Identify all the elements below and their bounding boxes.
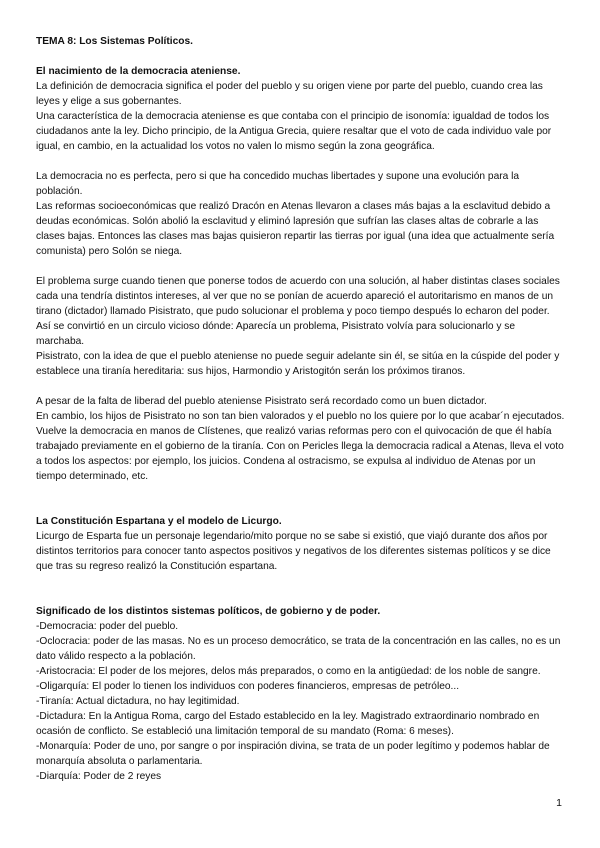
list-item: -Monarquía: Poder de uno, por sangre o por inspiración divina, se trata de un poder legítimo y podemos hablar de monarquía absoluta o parlamentaria. [36,741,550,767]
paragraph: Una característica de la democracia ateniense es que contaba con el principio de isonomía: igualdad de todos los ciudadanos ante la ley. Dicho principio, de la Antigua Grecia, quiere resaltar que el voto de cada individuo vale por igual, en cambio, en la actualidad los votos no valen lo mismo según la zona geográfica. [36,111,552,152]
document-page [36,34,566,784]
paragraph: A pesar de la falta de liberad del pueblo ateniense Pisistrato será recordado como un buen dictador. [36,396,487,407]
paragraph: En cambio, los hijos de Pisistrato no son tan bien valorados y el pueblo no los quiere por lo que acabar´n ejecutados. [36,411,565,422]
list-item: -Diarquía: Poder de 2 reyes [36,771,162,782]
document-title: TEMA 8: Los Sistemas Políticos. [36,36,194,47]
list-item: -Dictadura: En la Antigua Roma, cargo del Estado establecido en la ley. Magistrado extraordinario nombrado en ocasión de conflicto. Se estableció una limitación temporal de su mandato (Roma: 6 meses). [36,711,540,737]
paragraph: La democracia no es perfecta, pero si que ha concedido muchas libertades y supone una evolución para la población. [36,171,520,197]
list-item: -Oclocracia: poder de las masas. No es un proceso democrático, se trata de la concentración en las calles, no es un dato válido respecto a la población. [36,636,561,662]
list-item: -Oligarquía: El poder lo tienen los individuos con poderes financieros, empresas de petróleo... [36,681,460,692]
paragraph: Licurgo de Esparta fue un personaje legendario/mito porque no se sabe si existió, que viajó durante dos años por distintos territorios para conocer tanto aspectos positivos y negativos de los diferentes sistemas políticos y se dice que tras su regreso realizó la Constitución espartana. [36,531,551,572]
paragraph: Las reformas socioeconómicas que realizó Dracón en Atenas llevaron a clases más bajas a la esclavitud debido a deudas económicas. Solón abolió la esclavitud y eliminó lapresión que sufrían las clases altas de cobrarle a las clases bajas. Entonces las clases mas bajas quisieron repartir las tierras por igual (una idea que actualmente sería comunista) pero Solón se niega. [36,201,555,257]
list-item: -Aristocracia: El poder de los mejores, delos más preparados, o como en la antigüedad: de los noble de sangre. [36,666,541,677]
section-heading: La Constitución Espartana y el modelo de Licurgo. [36,516,282,527]
paragraph: El problema surge cuando tienen que ponerse todos de acuerdo con una solución, al haber distintas clases sociales cada una tendría distintos intereses, al ver que no se ponían de acuerdo apareció el autoritarismo en manos de un tirano (dictador) llamado Pisistrato, que pudo solucionar el problema y poco tiempo después lo echaron del poder. Así se convirtió en un circulo vicioso dónde: Aparecía un problema, Pisistrato volvía para solucionarlo y se marchaba. [36,276,560,347]
page-number: 1 [556,797,562,809]
paragraph: La definición de democracia significa el poder del pueblo y su origen viene por parte del pueblo, cuando crea las leyes y elige a sus gobernantes. [36,81,543,107]
section-athenian-democracy [36,64,566,484]
paragraph: Vuelve la democracia en manos de Clístenes, que realizó varias reformas pero con el quivocación de que él había trabajado previamente en el gobierno de la tiranía. Con on Pericles llega la democracia radical a Atenas, lleva el voto a todos los aspectos: por ejemplo, los juicios. Condena al ostracismo, se expulsa al individuo de Atenas por un tiempo determinado, etc. [36,426,564,482]
list-item: -Democracia: poder del pueblo. [36,621,179,632]
section-spartan-constitution [36,514,566,574]
paragraph: Pisistrato, con la idea de que el pueblo ateniense no puede seguir adelante sin él, se sitúa en la cúspide del poder y establece una tiranía hereditaria: sus hijos, Harmondio y Aristogitón serán los próximos tiranos. [36,351,560,377]
section-heading: El nacimiento de la democracia ateniense. [36,66,241,77]
section-political-systems [36,604,566,784]
section-heading: Significado de los distintos sistemas políticos, de gobierno y de poder. [36,606,381,617]
list-item: -Tiranía: Actual dictadura, no hay legitimidad. [36,696,240,707]
